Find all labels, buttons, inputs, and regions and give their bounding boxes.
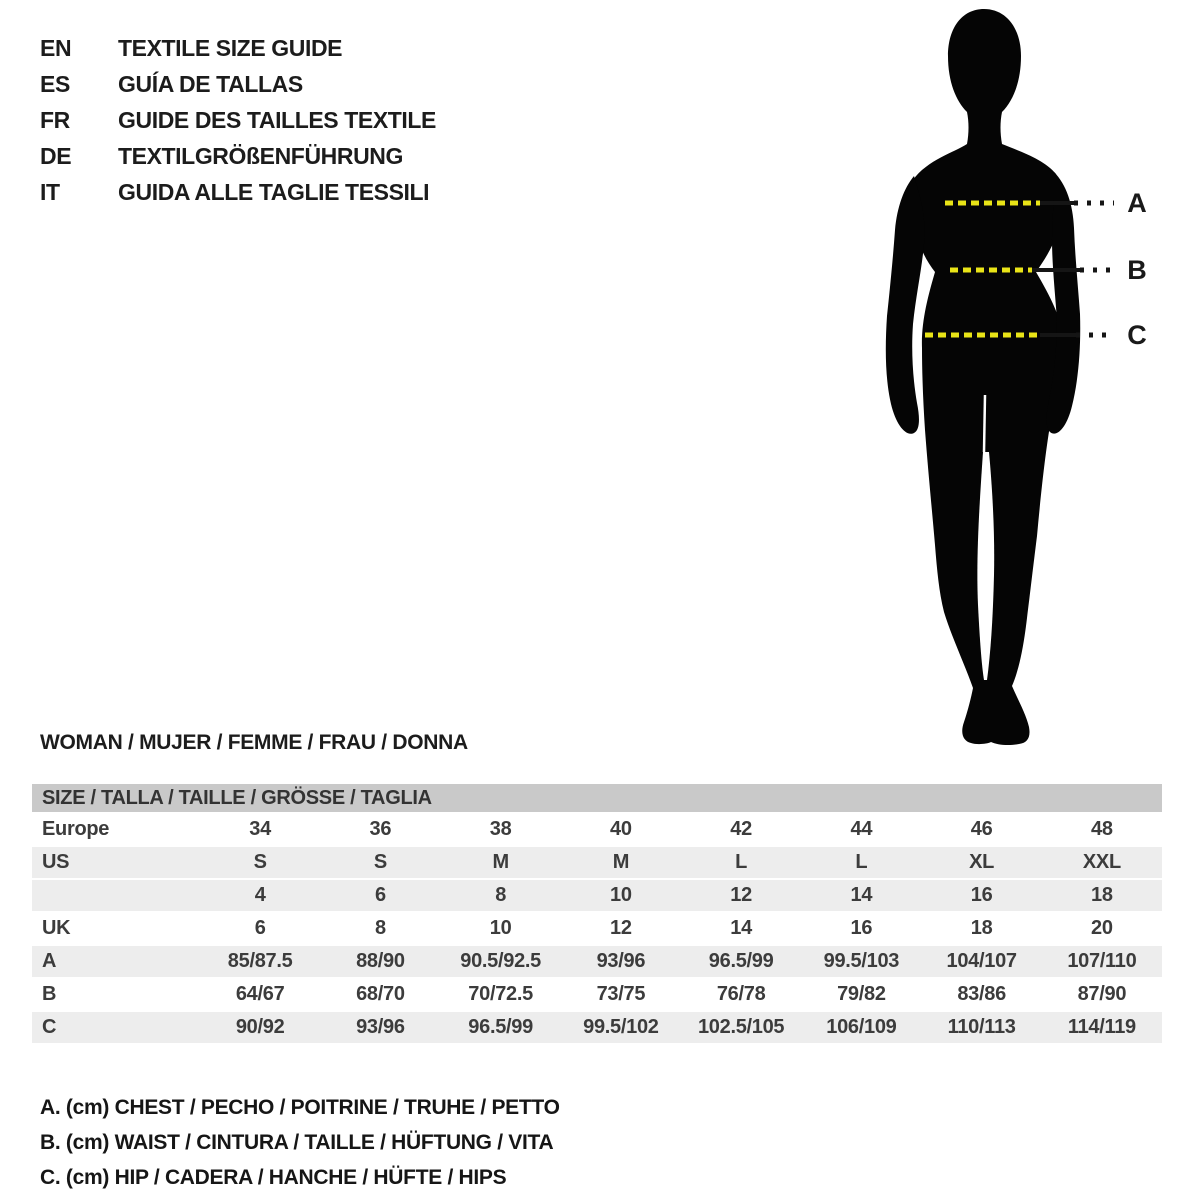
woman-silhouette-figure bbox=[860, 0, 1160, 756]
table-row-us-numeric bbox=[32, 880, 1162, 913]
language-code: IT bbox=[40, 178, 60, 205]
table-cell: 14 bbox=[730, 917, 752, 939]
table-cell: 18 bbox=[970, 917, 993, 939]
table-cell: 73/75 bbox=[596, 983, 646, 1005]
language-title: GUÍA DE TALLAS bbox=[118, 70, 303, 97]
size-table-header: SIZE / TALLA / TAILLE / GRÖSSE / TAGLIA bbox=[32, 784, 1162, 814]
table-cell: 48 bbox=[1091, 818, 1113, 840]
table-cell: 18 bbox=[1091, 884, 1113, 906]
table-cell: 6 bbox=[374, 884, 386, 906]
language-code: EN bbox=[40, 34, 72, 61]
language-title: TEXTILGRÖßENFÜHRUNG bbox=[118, 142, 403, 169]
table-cell: 8 bbox=[374, 917, 386, 939]
legend-line-hip: C. (cm) HIP / CADERA / HANCHE / HÜFTE / HIPS bbox=[40, 1166, 507, 1189]
table-cell: 87/90 bbox=[1077, 983, 1127, 1005]
row-label: UK bbox=[42, 917, 71, 939]
language-row-it bbox=[40, 174, 436, 210]
row-label: B bbox=[42, 983, 57, 1005]
table-cell: 99.5/102 bbox=[583, 1016, 659, 1038]
table-cell: 4 bbox=[254, 884, 266, 906]
size-table bbox=[32, 784, 1162, 1045]
table-cell: 14 bbox=[850, 884, 873, 906]
table-cell: 44 bbox=[850, 818, 873, 840]
table-cell: 102.5/105 bbox=[697, 1016, 785, 1038]
table-cell: 42 bbox=[730, 818, 752, 840]
language-row-fr bbox=[40, 102, 436, 138]
row-label bbox=[32, 880, 200, 911]
table-cell: XXL bbox=[1082, 851, 1121, 873]
table-row-chest-a bbox=[32, 946, 1162, 979]
row-label: Europe bbox=[42, 818, 110, 840]
table-cell: M bbox=[612, 851, 630, 873]
table-cell: S bbox=[373, 851, 387, 873]
table-cell: 16 bbox=[970, 884, 993, 906]
table-cell: M bbox=[492, 851, 509, 873]
silhouette-left-arm bbox=[886, 176, 925, 434]
table-cell: 16 bbox=[850, 917, 873, 939]
language-code: FR bbox=[40, 106, 70, 133]
language-row-es bbox=[40, 66, 436, 102]
table-row-us bbox=[32, 847, 1162, 880]
language-guide-list bbox=[40, 30, 436, 210]
table-cell: 114/119 bbox=[1067, 1016, 1136, 1038]
table-cell: 104/107 bbox=[946, 950, 1017, 972]
language-row-en bbox=[40, 30, 436, 66]
table-cell: 46 bbox=[970, 818, 993, 840]
table-cell: 96.5/99 bbox=[468, 1016, 533, 1038]
language-title: TEXTILE SIZE GUIDE bbox=[118, 34, 343, 61]
measurement-legend bbox=[40, 1090, 560, 1195]
table-cell: 90/92 bbox=[235, 1016, 285, 1038]
woman-silhouette bbox=[860, 0, 1160, 756]
section-title-woman: WOMAN / MUJER / FEMME / FRAU / DONNA bbox=[40, 731, 468, 754]
table-cell: XL bbox=[969, 851, 995, 873]
row-label: A bbox=[42, 950, 57, 972]
marker-label-c: C bbox=[1127, 320, 1147, 350]
table-cell: 8 bbox=[495, 884, 507, 906]
table-cell: 10 bbox=[610, 884, 632, 906]
table-cell: 110/113 bbox=[947, 1016, 1016, 1038]
table-cell: 83/86 bbox=[957, 983, 1006, 1005]
table-cell: 36 bbox=[369, 818, 392, 840]
table-cell: 64/67 bbox=[235, 983, 285, 1005]
row-label: US bbox=[42, 851, 70, 873]
table-cell: S bbox=[253, 851, 267, 873]
language-code: DE bbox=[40, 142, 72, 169]
table-cell: 107/110 bbox=[1067, 950, 1137, 972]
table-cell: 12 bbox=[610, 917, 632, 939]
legend-line-waist: B. (cm) WAIST / CINTURA / TAILLE / HÜFTUNG / VITA bbox=[40, 1131, 554, 1154]
table-cell: 85/87.5 bbox=[227, 950, 293, 972]
table-cell: 38 bbox=[489, 818, 512, 840]
table-cell: 76/78 bbox=[716, 983, 766, 1005]
marker-label-a: A bbox=[1127, 188, 1147, 218]
table-cell: 90.5/92.5 bbox=[460, 950, 541, 972]
table-cell: L bbox=[855, 851, 868, 873]
silhouette-crotch-line bbox=[984, 395, 985, 452]
table-cell: 34 bbox=[249, 818, 271, 840]
table-cell: 40 bbox=[610, 818, 632, 840]
table-cell: 70/72.5 bbox=[468, 983, 533, 1005]
marker-label-b: B bbox=[1127, 255, 1147, 285]
table-cell: 6 bbox=[254, 917, 266, 939]
table-cell: 79/82 bbox=[837, 983, 886, 1005]
table-cell: 12 bbox=[730, 884, 752, 906]
table-cell: 10 bbox=[489, 917, 512, 939]
legend-line-chest: A. (cm) CHEST / PECHO / POITRINE / TRUHE / PETTO bbox=[40, 1096, 560, 1119]
language-title: GUIDA ALLE TAGLIE TESSILI bbox=[118, 178, 430, 205]
table-row-uk bbox=[32, 913, 1162, 946]
language-code: ES bbox=[40, 70, 70, 97]
row-label: C bbox=[42, 1016, 57, 1038]
language-title: GUIDE DES TAILLES TEXTILE bbox=[118, 106, 436, 133]
table-cell: 93/96 bbox=[596, 950, 646, 972]
table-row-hip-c bbox=[32, 1012, 1162, 1045]
table-cell: 106/109 bbox=[826, 1016, 897, 1038]
table-cell: 68/70 bbox=[356, 983, 405, 1005]
table-cell: L bbox=[735, 851, 748, 873]
table-cell: 96.5/99 bbox=[708, 950, 774, 972]
language-row-de bbox=[40, 138, 436, 174]
table-cell: 88/90 bbox=[356, 950, 405, 972]
table-row-europe bbox=[32, 814, 1162, 847]
table-row-waist-b bbox=[32, 979, 1162, 1012]
table-cell: 99.5/103 bbox=[823, 950, 900, 972]
table-cell: 20 bbox=[1091, 917, 1113, 939]
table-cell: 93/96 bbox=[356, 1016, 405, 1038]
